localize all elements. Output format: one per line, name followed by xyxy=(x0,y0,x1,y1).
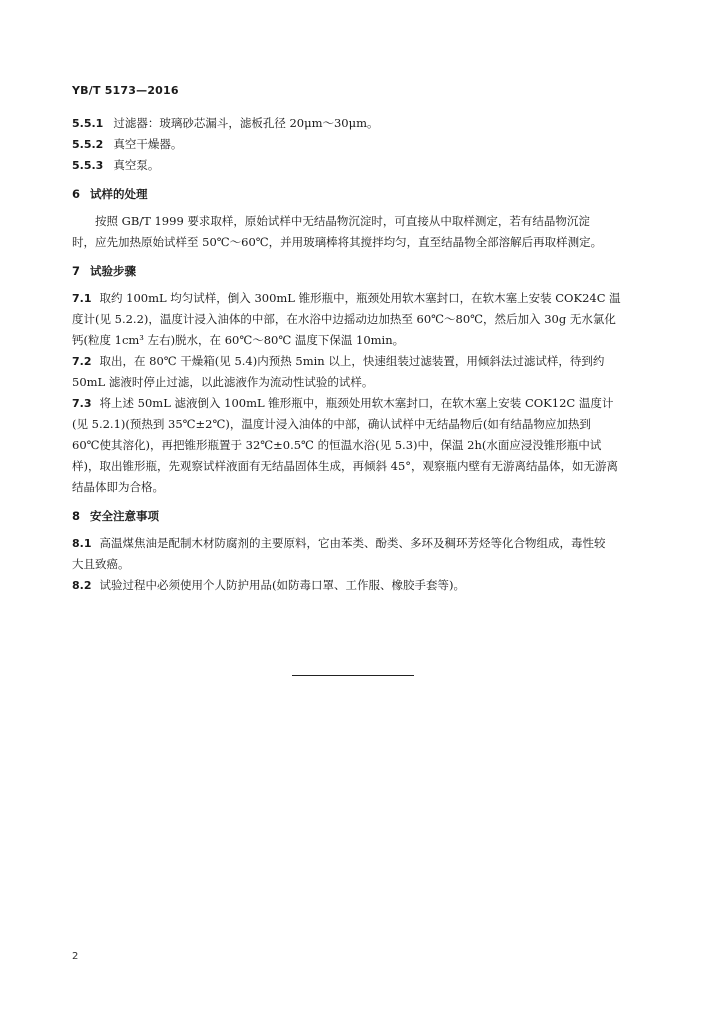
section-number: 7 xyxy=(72,264,81,278)
section-number: 8 xyxy=(72,509,81,523)
clause-7-1 xyxy=(72,288,640,351)
section-title: 试样的处理 xyxy=(90,187,148,201)
section-7-heading xyxy=(72,261,640,282)
clause-5-5-1 xyxy=(72,113,640,134)
clause-number: 8.1 xyxy=(72,537,92,550)
clause-7-3 xyxy=(72,393,640,498)
paragraph-line: 时，应先加热原始试样至 50℃～60℃，并用玻璃棒将其搅拌均匀，直至结晶物全部溶解后再取样测定。 xyxy=(72,235,603,249)
section-title: 安全注意事项 xyxy=(90,509,160,523)
clause-number: 7.1 xyxy=(72,292,92,305)
paragraph-line: 按照 GB/T 1999 要求取样，原始试样中无结晶物沉淀时，可直接从中取样测定，若有结晶物沉淀 xyxy=(95,214,590,228)
clause-line: 结晶体即为合格。 xyxy=(72,480,164,494)
clause-line: 60℃使其溶化)，再把锥形瓶置于 32℃±0.5℃ 的恒温水浴(见 5.3)中，保温 2h(水面应浸没锥形瓶中试 xyxy=(72,438,602,452)
clause-number: 5.5.3 xyxy=(72,159,104,172)
clause-5-5-3 xyxy=(72,155,640,176)
clause-text: 过滤器：玻璃砂芯漏斗，滤板孔径 20μm～30μm。 xyxy=(113,116,379,130)
document-body xyxy=(72,113,640,596)
clause-number: 5.5.1 xyxy=(72,117,104,130)
clause-line: 钙(粒度 1cm³ 左右)脱水，在 60℃～80℃ 温度下保温 10min。 xyxy=(72,333,405,347)
clause-line: 试验过程中必须使用个人防护用品(如防毒口罩、工作服、橡胶手套等)。 xyxy=(99,578,465,592)
clause-number: 7.2 xyxy=(72,355,92,368)
section-number: 6 xyxy=(72,187,81,201)
section-title: 试验步骤 xyxy=(90,264,137,278)
standard-code: YB/T 5173—2016 xyxy=(72,84,179,97)
clause-8-1 xyxy=(72,533,640,575)
clause-number: 8.2 xyxy=(72,579,92,592)
page-number: 2 xyxy=(72,951,79,962)
end-of-document-rule xyxy=(292,675,414,676)
clause-line: 50mL 滤液时停止过滤，以此滤液作为流动性试验的试样。 xyxy=(72,375,374,389)
clause-line: 样)，取出锥形瓶，先观察试样液面有无结晶固体生成，再倾斜 45°，观察瓶内壁有无游离结晶体，如无游离 xyxy=(72,459,619,473)
clause-7-2 xyxy=(72,351,640,393)
clause-line: 大且致癌。 xyxy=(72,557,130,571)
clause-line: 度计(见 5.2.2)，温度计浸入油体的中部，在水浴中边摇动边加热至 60℃～80℃，然后加入 30g 无水氯化 xyxy=(72,312,616,326)
clause-line: 将上述 50mL 滤液倒入 100mL 锥形瓶中，瓶颈处用软木塞封口，在软木塞上安装 COK12C 温度计 xyxy=(99,396,614,410)
section-8-heading xyxy=(72,506,640,527)
clause-number: 5.5.2 xyxy=(72,138,104,151)
clause-text: 真空泵。 xyxy=(113,158,160,172)
clause-5-5-2 xyxy=(72,134,640,155)
clause-line: 高温煤焦油是配制木材防腐剂的主要原料，它由苯类、酚类、多环及稠环芳烃等化合物组成，毒性较 xyxy=(99,536,606,550)
clause-text: 真空干燥器。 xyxy=(113,137,183,151)
clause-line: (见 5.2.1)(预热到 35℃±2℃)，温度计浸入油体的中部，确认试样中无结晶物后(如有结晶物应加热到 xyxy=(72,417,591,431)
clause-line: 取出，在 80℃ 干燥箱(见 5.4)内预热 5min 以上，快速组装过滤装置，用倾斜法过滤试样，待到约 xyxy=(99,354,605,368)
section-6-heading xyxy=(72,184,640,205)
clause-8-2 xyxy=(72,575,640,596)
clause-number: 7.3 xyxy=(72,397,92,410)
clause-line: 取约 100mL 均匀试样，倒入 300mL 锥形瓶中，瓶颈处用软木塞封口，在软木塞上安装 COK24C 温 xyxy=(99,291,621,305)
